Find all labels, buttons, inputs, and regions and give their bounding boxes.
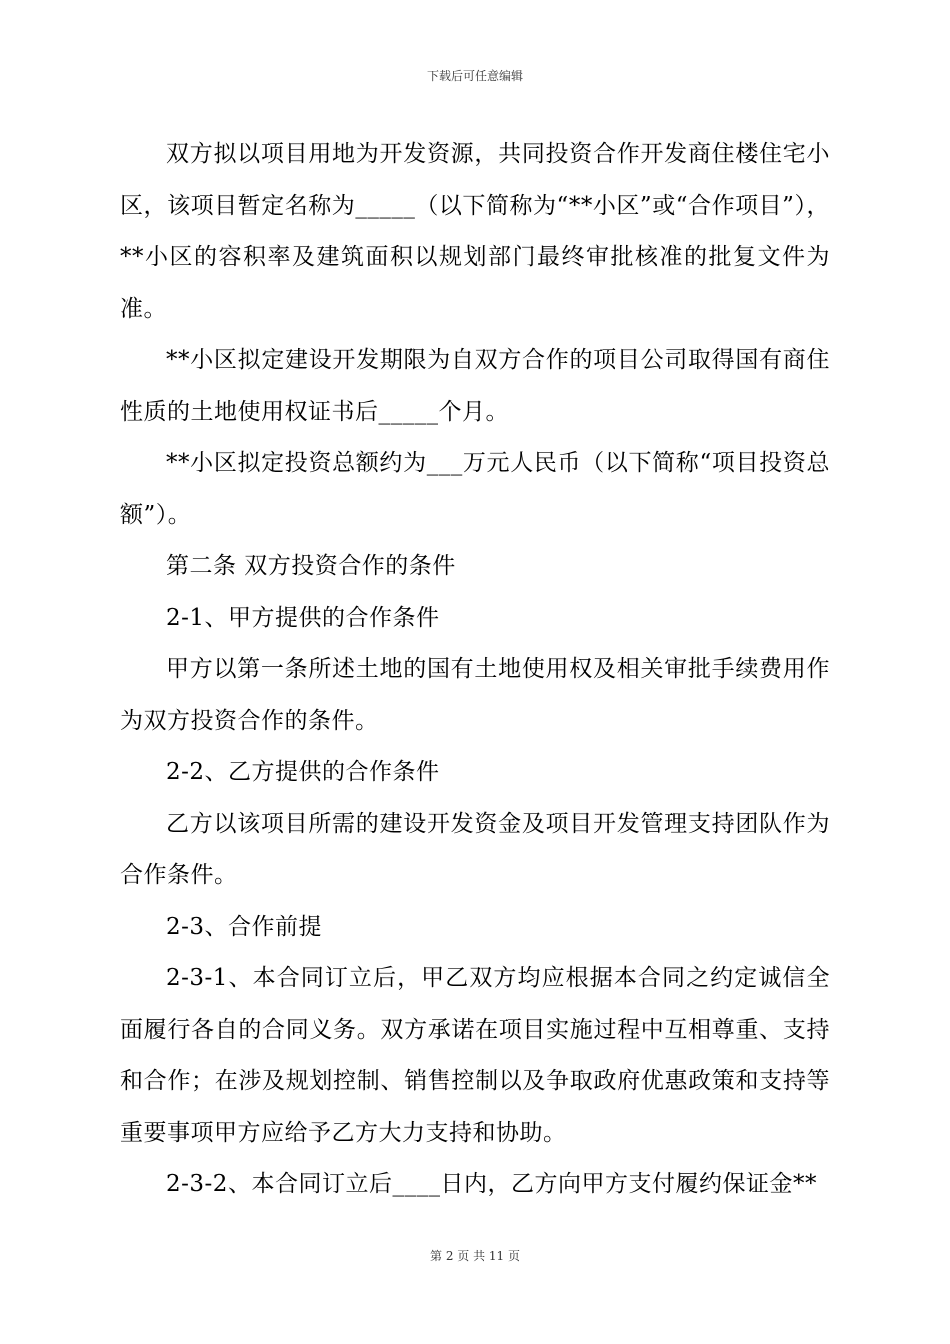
paragraph-2-3-1: 2-3-1、本合同订立后，甲乙双方均应根据本合同之约定诚信全面履行各自的合同义务。双方承诺在项目实施过程中互相尊重、支持和合作；在涉及规划控制、销售控制以及争取政府优惠政策和支持等重要事项甲方应给予乙方大力支持和协助。 bbox=[120, 965, 830, 1146]
paragraph-development-period: **小区拟定建设开发期限为自双方合作的项目公司取得国有商住性质的土地使用权证书后_____个月。 bbox=[120, 347, 830, 425]
paragraph-2-3-2: 2-3-2、本合同订立后____日内，乙方向甲方支付履约保证金** bbox=[166, 1171, 817, 1197]
page-footer: 第 2 页 共 11 页 bbox=[430, 1249, 520, 1263]
page-header: 下载后可任意编辑 bbox=[426, 69, 523, 83]
paragraph-party-b-conditions: 乙方以该项目所需的建设开发资金及项目开发管理支持团队作为合作条件。 bbox=[120, 810, 830, 888]
subheading-2-1: 2-1、甲方提供的合作条件 bbox=[166, 604, 440, 631]
document-body bbox=[120, 129, 830, 1211]
paragraph-project-overview: 双方拟以项目用地为开发资源，共同投资合作开发商住楼住宅小区，该项目暂定名称为_____（以下简称为“**小区”或“合作项目”），**小区的容积率及建筑面积以规划部门最终审批核准的批复文件为准。 bbox=[120, 141, 830, 322]
paragraph-party-a-conditions: 甲方以第一条所述土地的国有土地使用权及相关审批手续费用作为双方投资合作的条件。 bbox=[120, 656, 830, 734]
paragraph-investment-total: **小区拟定投资总额约为___万元人民币（以下简称“项目投资总额”）。 bbox=[120, 450, 830, 528]
subheading-2-3: 2-3、合作前提 bbox=[166, 913, 323, 940]
subheading-2-2: 2-2、乙方提供的合作条件 bbox=[166, 759, 440, 785]
section-heading-article-2: 第二条 双方投资合作的条件 bbox=[166, 553, 456, 579]
